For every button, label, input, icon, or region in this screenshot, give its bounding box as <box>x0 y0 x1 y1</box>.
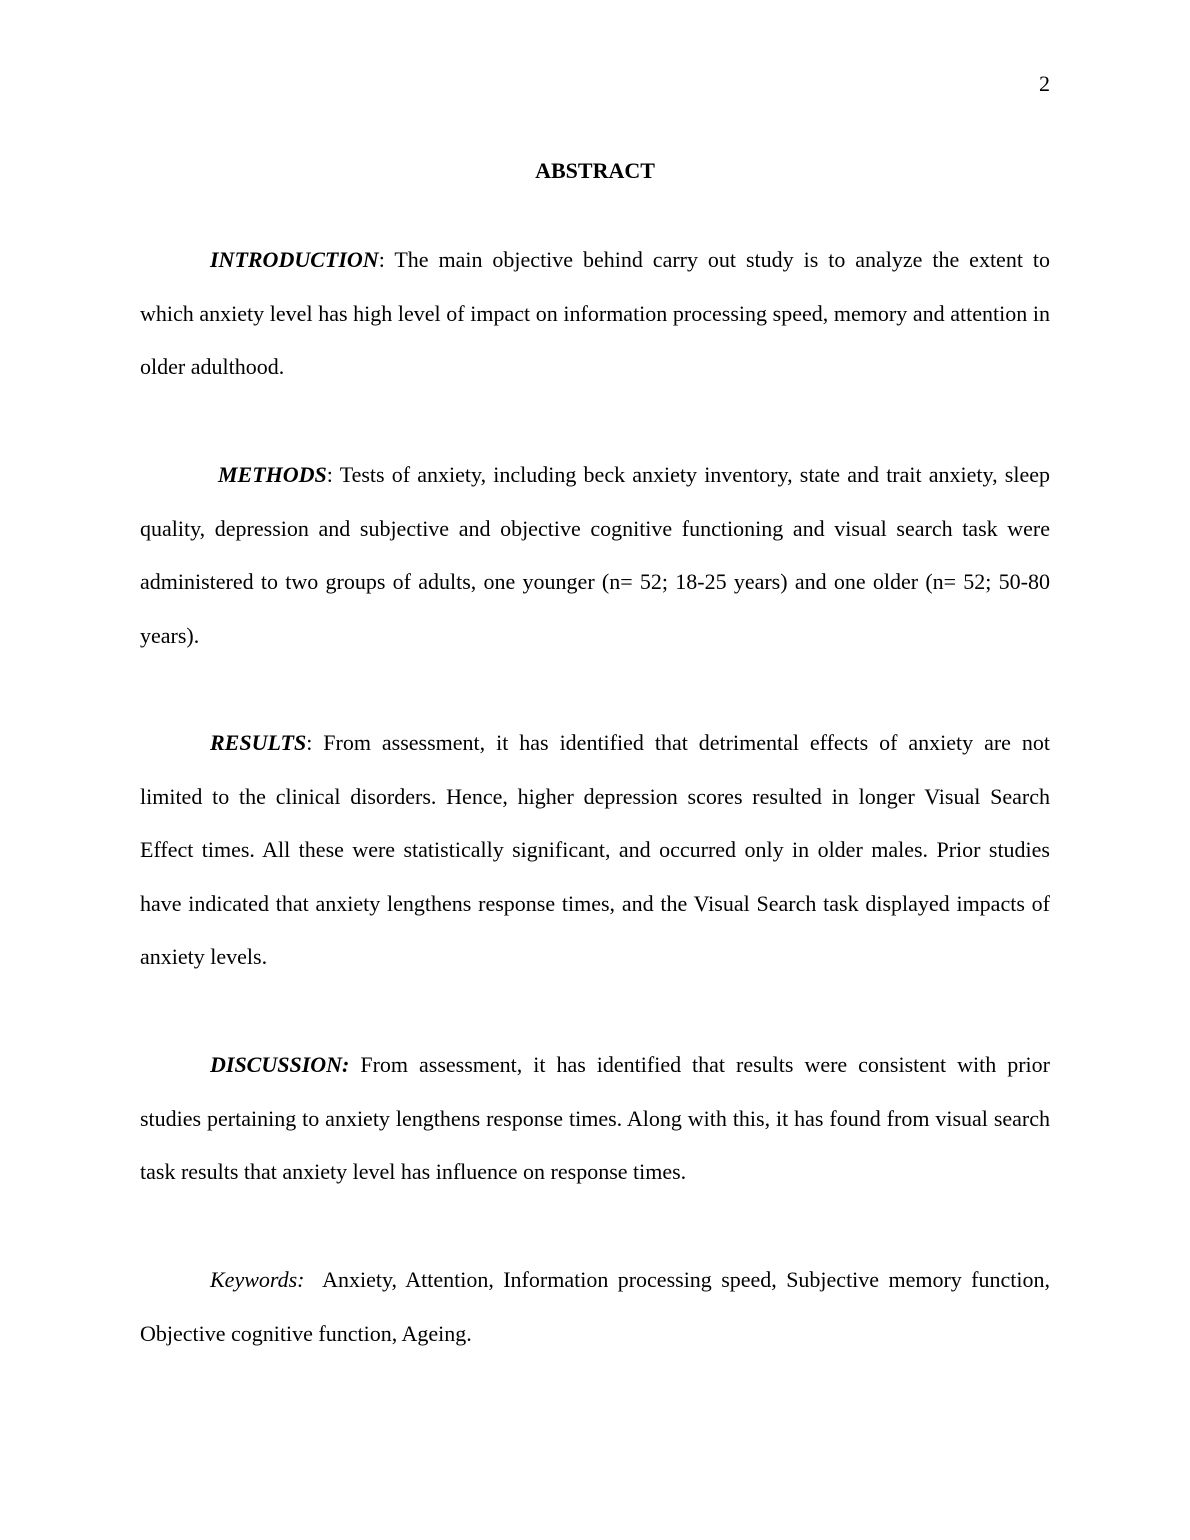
keywords-label: Keywords: <box>210 1267 305 1292</box>
methods-paragraph <box>140 448 1050 662</box>
methods-text: Tests of anxiety, including beck anxiety inventory, state and trait anxiety, sleep quality, depression and subjective and objective cognitive functioning and visual search task were administered to two groups of adults, one younger (n= 52; 18-25 years) and one older (n= 52; 50-80 years). <box>140 462 1050 648</box>
keywords-text: Anxiety, Attention, Information processing speed, Subjective memory function, Objective cognitive function, Ageing. <box>140 1267 1056 1346</box>
results-text: From assessment, it has identified that detrimental effects of anxiety are not limited to the clinical disorders. Hence, higher depression scores resulted in longer Visual Search Effect times. All these were statistically significant, and occurred only in older males. Prior studies have indicated that anxiety lengthens response times, and the Visual Search task displayed impacts of anxiety levels. <box>140 730 1050 970</box>
introduction-text: The main objective behind carry out study is to analyze the extent to which anxiety level has high level of impact on information processing speed, memory and attention in older adulthood. <box>140 247 1050 380</box>
results-paragraph <box>140 716 1050 984</box>
methods-label: METHODS <box>218 462 327 487</box>
discussion-paragraph <box>140 1038 1050 1199</box>
results-separator: : <box>306 730 313 755</box>
page-number: 2 <box>1039 71 1050 96</box>
discussion-label: DISCUSSION: <box>210 1052 350 1077</box>
discussion-text: From assessment, it has identified that results were consistent with prior studies pertaining to anxiety lengthens response times. Along with this, it has found from visual search task results that anxiety level has influence on response times. <box>140 1052 1050 1185</box>
introduction-paragraph <box>140 233 1050 394</box>
results-label: RESULTS <box>210 730 307 755</box>
methods-separator: : <box>326 462 333 487</box>
introduction-separator: : <box>378 247 385 272</box>
abstract-title: ABSTRACT <box>535 158 655 183</box>
introduction-label: INTRODUCTION <box>210 247 379 272</box>
keywords-paragraph <box>140 1253 1056 1360</box>
